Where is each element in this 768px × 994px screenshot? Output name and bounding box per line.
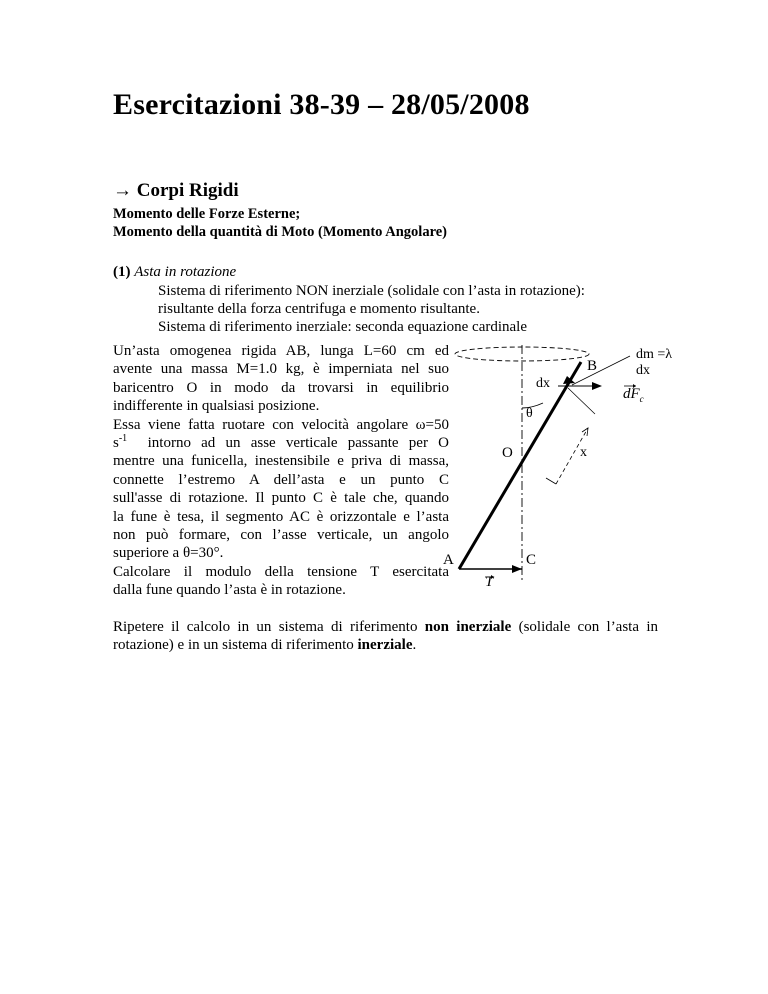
text-line: indifferente in qualsiasi posizione. xyxy=(113,398,320,415)
text-line: sull'asse di rotazione. Il punto C è tale che, quando xyxy=(113,490,449,507)
text-line: la fune è tesa, il segmento AC è orizzontale e l’asta xyxy=(113,508,449,525)
text-line: Essa viene fatta ruotare con velocità angolare ω=50 xyxy=(113,416,449,433)
exercise-point: Sistema di riferimento inerziale: seconda equazione cardinale xyxy=(158,319,528,335)
exercise-title: Asta in rotazione xyxy=(134,264,237,280)
label-c: C xyxy=(526,552,537,568)
dm-leader-line xyxy=(572,356,630,385)
text-line xyxy=(113,636,658,654)
centrifugal-force-arrowhead xyxy=(592,382,602,390)
text-line xyxy=(113,618,658,636)
figure-drawing xyxy=(440,342,680,592)
question xyxy=(113,563,449,600)
unit-exponent: -1 xyxy=(118,433,128,445)
label-t: T xyxy=(485,574,494,590)
text-line-rest: intorno ad un asse verticale passante per O xyxy=(147,435,449,452)
text-fragment: rotazione) e in un sistema di riferimento xyxy=(113,637,358,654)
emphasis-non-inertial: non inerziale xyxy=(424,619,512,635)
section-heading-text: Corpi Rigidi xyxy=(136,180,239,201)
text-line: Un’asta omogenea rigida AB, lunga L=60 cm ed xyxy=(113,343,449,359)
label-dfc xyxy=(623,386,644,404)
rotating-rod-figure xyxy=(440,342,680,592)
label-a: A xyxy=(443,552,454,568)
text-line: superiore a θ=30°. xyxy=(113,545,224,562)
text-line: baricentro O in modo da trovarsi in equilibrio xyxy=(113,379,449,396)
text-fragment: Ripetere il calcolo in un sistema di riferimento xyxy=(113,619,425,635)
exercise-header xyxy=(113,264,236,281)
text-line: mentre una funicella, inestensibile e priva di massa, xyxy=(113,453,449,470)
exercise-point: risultante della forza centrifuga e momento risultante. xyxy=(158,301,480,317)
label-dfc-sub: c xyxy=(639,394,644,404)
label-x: x xyxy=(580,445,587,460)
text-line: dalla fune quando l’asta è in rotazione. xyxy=(113,582,346,599)
tension-arrowhead xyxy=(512,565,522,573)
label-b: B xyxy=(587,358,598,374)
text-line: avente una massa M=1.0 kg, è imperniata nel suo xyxy=(113,361,449,378)
problem-statement xyxy=(113,342,449,563)
text-fragment: . xyxy=(412,637,417,654)
subtopic-forces: Momento delle Forze Esterne; xyxy=(113,206,301,222)
label-o: O xyxy=(502,445,513,461)
exercise-point: Sistema di riferimento NON inerziale (solidale con l’asta in rotazione): xyxy=(158,283,585,299)
label-dfc-text: dF xyxy=(623,386,640,402)
emphasis-inertial: inerziale xyxy=(357,637,413,654)
exercise-number: (1) xyxy=(113,264,131,280)
label-theta: θ xyxy=(526,406,533,421)
page-title: Esercitazioni 38-39 – 28/05/2008 xyxy=(113,88,530,121)
x-distance-tick xyxy=(546,478,556,484)
rod-ab xyxy=(459,362,581,569)
text-line: non può formare, con l’asse verticale, un angolo xyxy=(113,527,449,544)
text-fragment: (solidale con l’asta in xyxy=(511,619,658,635)
final-instruction xyxy=(113,618,658,655)
helper-line xyxy=(568,388,595,414)
text-line xyxy=(113,434,449,452)
subtopic-angular-momentum: Momento della quantità di Moto (Momento Angolare) xyxy=(113,224,448,240)
label-dx: dx xyxy=(536,376,550,391)
text-line: Calcolare il modulo della tensione T esercitata xyxy=(113,564,449,580)
section-heading xyxy=(113,180,239,202)
unit-s: s xyxy=(113,435,119,452)
label-dm: dm =λ dx xyxy=(636,347,673,378)
text-line: connette l’estremo A dell’asta e un punto C xyxy=(113,471,449,488)
right-arrow-icon: → xyxy=(113,180,132,201)
